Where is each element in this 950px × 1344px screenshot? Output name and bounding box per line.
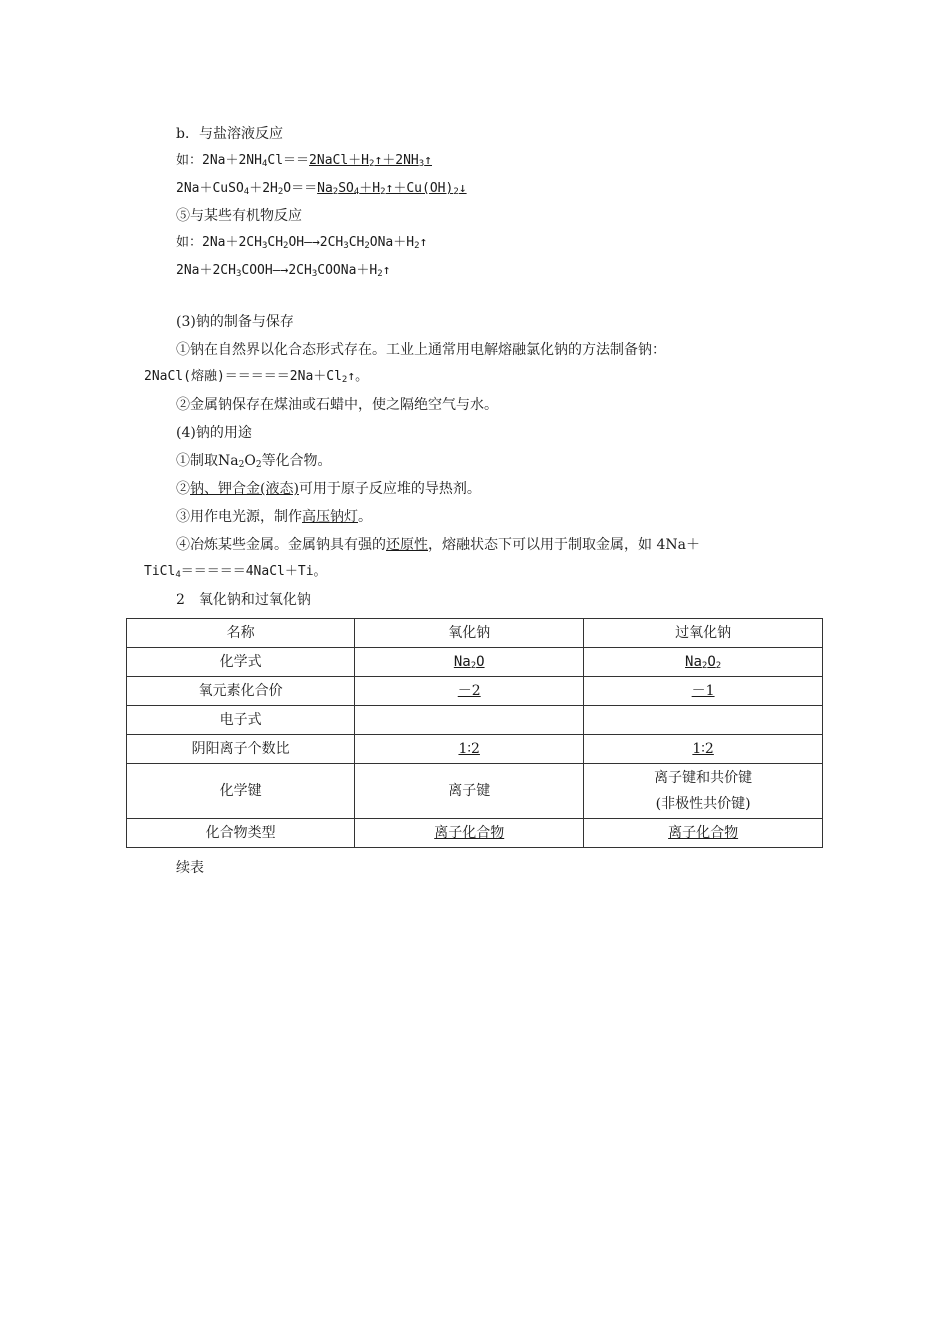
table-row [127,677,823,706]
paragraph-preparation: ①钠在自然界以化合态形式存在。工业上通常用电解熔融氯化钠的方法制备钠： [176,342,666,358]
use-item-1: ①制取$Na_2O_2$等化合物。 [176,453,332,470]
use-item-4: ④冶炼某些金属。金属钠具有强的还原性，熔融状态下可以用于制取金属，如 4Na＋ [176,537,700,553]
equation-cuso4: $2Na+CuSO_4+2H_2O==Na_2SO_4+H_2↑+Cu(OH)_2↓$ [176,181,467,197]
table-row [127,648,823,677]
section-2-heading: 2 氧化钠和过氧化钠 [176,592,311,608]
item-organic-reaction: ⑤与某些有机物反应 [176,208,302,224]
cell-value: －1 [584,677,823,706]
cell-value [355,706,584,735]
cell-value: 离子键和共价键 (非极性共价键) [584,764,823,819]
table-header-name: 名称 [127,619,355,648]
cell-value: 离子化合物 [584,819,823,848]
row-label: 化学键 [127,764,355,819]
table-row [127,819,823,848]
cell-value: 离子键 [355,764,584,819]
section-b-heading: b．与盐溶液反应 [176,126,283,142]
cell-value: 1∶2 [355,735,584,764]
cell-value: 1∶2 [584,735,823,764]
cell-value [584,706,823,735]
paragraph-storage: ②金属钠保存在煤油或石蜡中，使之隔绝空气与水。 [176,397,498,413]
cell-value: 离子化合物 [355,819,584,848]
row-label: 电子式 [127,706,355,735]
comparison-table [126,618,823,848]
table-continued-label: 续表 [176,860,204,876]
equation-ethanol: 如：$2Na+2CH_3CH_2OH―\to 2CH_3CH_2ONa+H_2↑$ [176,235,428,251]
equation-electrolysis: 2NaCl(熔融)$=====2Na+Cl_2↑$。 [144,369,369,385]
table-header-na2o2: 过氧化钠 [584,619,823,648]
table-header-na2o: 氧化钠 [355,619,584,648]
row-label: 化学式 [127,648,355,677]
equation-acetic-acid: $2Na+2CH_3COOH―\to 2CH_3COONa+H_2↑$ [176,263,391,279]
formula-na2o2: $Na_2O_2$ [584,648,823,677]
equation-titanium: TiCl$_4$＝＝＝＝＝4NaCl＋Ti。 [144,564,327,580]
section-3-heading: (3)钠的制备与保存 [176,314,294,330]
equation-nh4cl: 如：$2Na+2NH_4Cl==2NaCl+H_2↑+2NH_3↑$ [176,153,432,169]
table-row [127,735,823,764]
table-row [127,706,823,735]
section-4-heading: (4)钠的用途 [176,425,252,441]
row-label: 化合物类型 [127,819,355,848]
row-label: 氧元素化合价 [127,677,355,706]
cell-value: －2 [355,677,584,706]
use-item-3: ③用作电光源，制作高压钠灯。 [176,509,372,525]
formula-na2o: $Na_2O$ [355,648,584,677]
use-item-2: ②钠、钾合金(液态)可用于原子反应堆的导热剂。 [176,481,481,497]
table-row [127,764,823,819]
table-row [127,619,823,648]
row-label: 阴阳离子个数比 [127,735,355,764]
